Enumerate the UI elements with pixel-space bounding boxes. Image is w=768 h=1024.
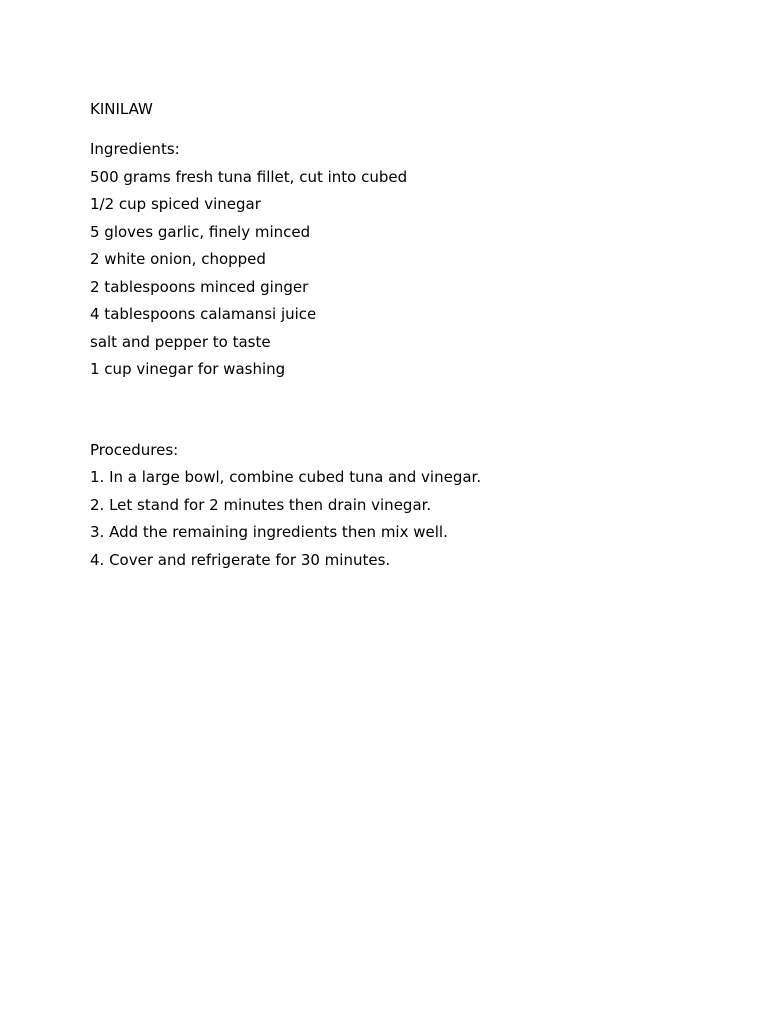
- ingredients-list: [90, 164, 730, 384]
- procedure-step: 2. Let stand for 2 minutes then drain vinegar.: [90, 495, 432, 514]
- ingredient-item: 1 cup vinegar for washing: [90, 360, 286, 378]
- ingredient-item: 500 grams fresh tuna fillet, cut into cubed: [90, 167, 408, 186]
- ingredient-item: 5 gloves garlic, finely minced: [90, 222, 311, 241]
- ingredient-item: 4 tablespoons calamansi juice: [90, 305, 317, 323]
- ingredient-item: 2 white onion, chopped: [90, 250, 266, 268]
- procedures-list: [90, 464, 730, 574]
- recipe-document: [90, 98, 730, 574]
- ingredients-section: [90, 136, 730, 384]
- recipe-title: KINILAW: [90, 100, 153, 118]
- procedures-section: [90, 437, 730, 575]
- procedure-step: 1. In a large bowl, combine cubed tuna and vinegar.: [90, 468, 482, 486]
- procedure-step: 3. Add the remaining ingredients then mix well.: [90, 523, 448, 541]
- ingredient-item: salt and pepper to taste: [90, 332, 271, 351]
- procedure-step: 4. Cover and refrigerate for 30 minutes.: [90, 550, 391, 569]
- ingredients-heading: Ingredients:: [90, 140, 180, 158]
- ingredient-item: 2 tablespoons minced ginger: [90, 277, 309, 296]
- ingredient-item: 1/2 cup spiced vinegar: [90, 195, 261, 213]
- procedures-heading: Procedures:: [90, 440, 179, 459]
